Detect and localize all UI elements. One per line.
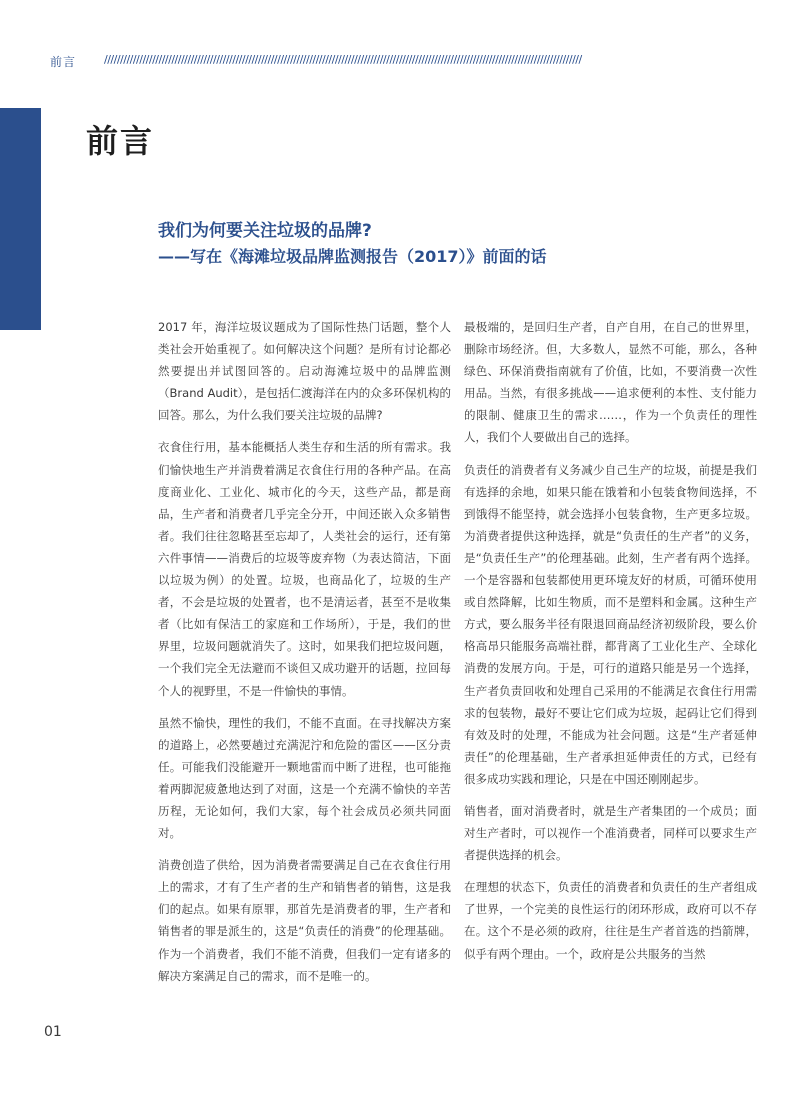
paragraph: 销售者，面对消费者时，就是生产者集团的一个成员；面对生产者时，可以视作一个准消费者，同样可以要求生产者提供选择的机会。 (464, 803, 757, 863)
header-slash-rule: ///////////////////////////////////////////////////////////////////////////////////////////////////////////////////////////////////////////////////// (104, 53, 582, 66)
page-number: 01 (44, 1024, 62, 1040)
right-text-column (464, 316, 757, 975)
paragraph: 消费创造了供给，因为消费者需要满足自己在衣食住行用上的需求，才有了生产者的生产和销售者的销售，这是我们的起点。如果有原罪，那首先是消费者的罪，生产者和销售者的罪是派生的，这是“负责任的消费”的伦理基础。作为一个消费者，我们不能不消费，但我们一定有诸多的解决方案满足自己的需求，而不是唯一的。 (158, 858, 451, 983)
paragraph: 在理想的状态下，负责任的消费者和负责任的生产者组成了世界，一个完美的良性运行的闭环形成，政府可以不存在。这个不是必须的政府，往往是生产者首选的挡箭牌，似乎有两个理由。一个，政府是公共服务的当然 (464, 880, 757, 961)
paragraph: 2017 年，海洋垃圾议题成为了国际性热门话题，整个人类社会开始重视了。如何解决这个问题？是所有讨论都必然要提出并试图回答的。启动海滩垃圾中的品牌监测（Brand Audit），是包括仁渡海洋在内的众多环保机构的回答。那么，为什么我们要关注垃圾的品牌? (158, 320, 451, 423)
article-subheading: ——写在《海滩垃圾品牌监测报告（2017）》前面的话 (158, 247, 547, 266)
article-heading: 我们为何要关注垃圾的品牌? (158, 221, 372, 241)
paragraph: 负责任的消费者有义务减少自己生产的垃圾，前提是我们有选择的余地，如果只能在饿着和小包装食物间选择，不到饿得不能坚持，就会选择小包装食物，生产更多垃圾。为消费者提供这种选择，就是“负责任的生产者”的义务，是“负责任生产”的伦理基础。此刻，生产者有两个选择。一个是容器和包装都使用更环境友好的材质，可循环使用或自然降解，比如生物质，而不是塑料和金属。这种生产方式，要么服务半径有限退回商品经济初级阶段，要么价格高昂只能服务高端社群，都背离了工业化生产、全球化消费的发展方向。于是，可行的道路只能是另一个选择，生产者负责回收和处理自己采用的不能满足衣食住行用需求的包装物，最好不要让它们成为垃圾，起码让它们得到有效及时的处理，不能成为社会问题。这是“生产者延伸责任”的伦理基础，生产者承担延伸责任的方式，已经有很多成功实践和理论，只是在中国还刚刚起步。 (464, 462, 757, 786)
left-text-column (158, 316, 451, 997)
paragraph: 最极端的，是回归生产者，自产自用，在自己的世界里，删除市场经济。但，大多数人，显然不可能，那么，各种绿色、环保消费指南就有了价值，比如，不要消费一次性用品。当然，有很多挑战——追求便利的本性、支付能力的限制、健康卫生的需求……，作为一个负责任的理性人，我们个人要做出自己的选择。 (464, 320, 757, 445)
paragraph: 虽然不愉快，理性的我们，不能不直面。在寻找解决方案的道路上，必然要趟过充满泥泞和危险的雷区——区分责任。可能我们没能避开一颗地雷而中断了进程，也可能拖着两脚泥疲惫地达到了对面，这是一个充满不愉快的辛苦历程，无论如何，我们大家，每个社会成员必须共同面对。 (158, 715, 451, 841)
page-title: 前言 (86, 122, 155, 160)
header-section-label: 前言 (50, 55, 77, 69)
paragraph: 衣食住行用，基本能概括人类生存和生活的所有需求。我们愉快地生产并消费着满足衣食住行用的各种产品。在高度商业化、工业化、城市化的今天，这些产品，都是商品，生产者和消费者几乎完全分开，中间还嵌入众多销售者。我们往往忽略甚至忘却了，人类社会的运行，还有第六件事情——消费后的垃圾等废弃物（为表达简洁，下面以垃圾为例）的处置。垃圾，也商品化了，垃圾的生产者，不会是垃圾的处置者，也不是清运者，甚至不是收集者（比如有保洁工的家庭和工作场所），于是，我们的世界里，垃圾问题就消失了。这时，如果我们把垃圾问题，一个我们完全无法避而不谈但又成功避开的话题，拉回每个人的视野里，不是一件愉快的事情。 (158, 440, 451, 698)
side-color-bar (0, 108, 41, 330)
